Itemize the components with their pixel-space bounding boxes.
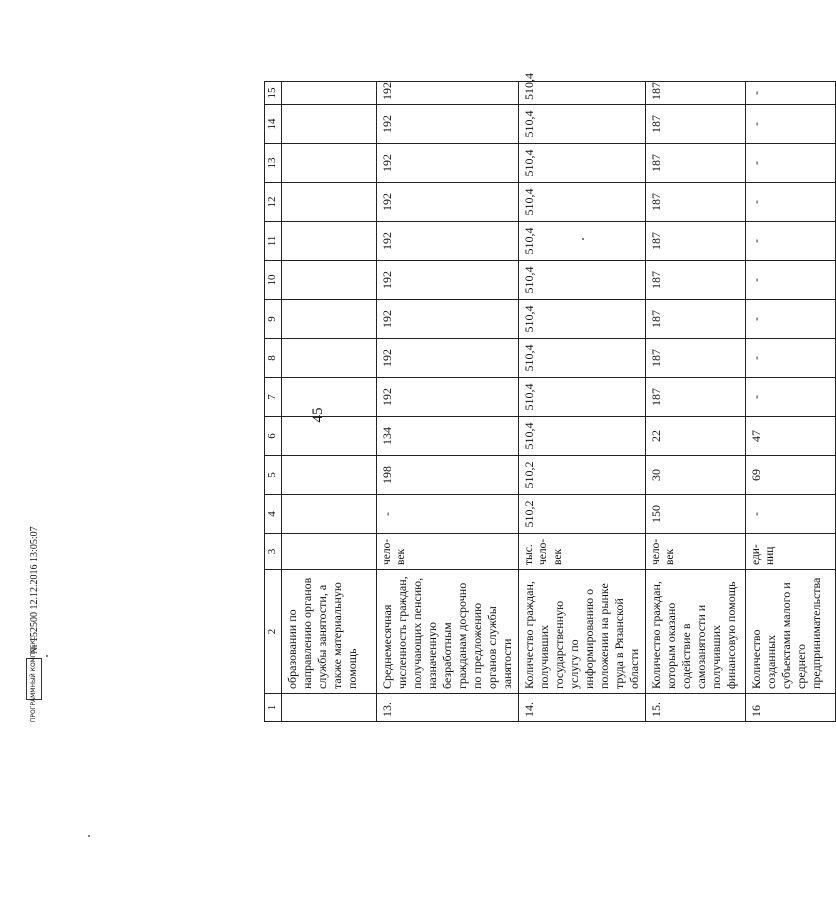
scan-speck: [582, 238, 584, 240]
value-cell: -: [746, 82, 836, 105]
column-number: 11: [265, 222, 282, 261]
value-cell: 187: [646, 105, 746, 144]
value-cell: 187: [646, 222, 746, 261]
document-table-wrapper: [264, 73, 826, 722]
value-cell: 47: [746, 417, 836, 456]
table-row: [646, 82, 746, 722]
value-cell: 69: [746, 456, 836, 495]
value-cell: 510,4: [519, 183, 646, 222]
value-cell: 192: [377, 222, 519, 261]
column-number: 7: [265, 378, 282, 417]
indicator-description: Количество созданных субъектами малого и среднего предпринимательства: [746, 570, 836, 694]
value-cell: [282, 105, 377, 144]
value-cell: 510,4: [519, 105, 646, 144]
indicator-description: образовании по направлению органов службы занятости, а также материальную помощь: [282, 570, 377, 694]
indicator-description: Количество граждан, которым оказано содействие в самозанятости и получивших финансовую помощь: [646, 570, 746, 694]
value-cell: 192: [377, 183, 519, 222]
value-cell: 510,4: [519, 222, 646, 261]
value-cell: 510,2: [519, 456, 646, 495]
column-number: 12: [265, 183, 282, 222]
value-cell: 510,4: [519, 417, 646, 456]
value-cell: 187: [646, 261, 746, 300]
value-cell: [282, 183, 377, 222]
value-cell: [282, 339, 377, 378]
value-cell: 150: [646, 495, 746, 534]
value-cell: [282, 82, 377, 105]
value-cell: 187: [646, 82, 746, 105]
column-number: 15: [265, 82, 282, 105]
row-number: [282, 694, 377, 722]
value-cell: -: [746, 105, 836, 144]
value-cell: 510,2: [519, 495, 646, 534]
row-number: 15.: [646, 694, 746, 722]
page-number: 45: [310, 407, 326, 423]
scan-speck: [46, 655, 48, 657]
value-cell: [282, 495, 377, 534]
value-cell: -: [746, 378, 836, 417]
value-cell: 192: [377, 105, 519, 144]
unit-of-measure: еди-ниц: [746, 534, 836, 570]
column-number: 5: [265, 456, 282, 495]
value-cell: 510,4: [519, 82, 646, 105]
value-cell: -: [746, 261, 836, 300]
scan-speck: [88, 835, 90, 837]
unit-of-measure: чело-век: [646, 534, 746, 570]
value-cell: 510,4: [519, 339, 646, 378]
value-cell: 192: [377, 261, 519, 300]
unit-of-measure: чело-век: [377, 534, 519, 570]
value-cell: 30: [646, 456, 746, 495]
value-cell: [282, 456, 377, 495]
column-number: 13: [265, 144, 282, 183]
table-row: [377, 82, 519, 722]
table-row: [519, 82, 646, 722]
value-cell: [282, 417, 377, 456]
value-cell: [282, 300, 377, 339]
value-cell: 192: [377, 82, 519, 105]
column-number: 8: [265, 339, 282, 378]
value-cell: 187: [646, 300, 746, 339]
value-cell: 192: [377, 378, 519, 417]
value-cell: 187: [646, 183, 746, 222]
row-number: 14.: [519, 694, 646, 722]
column-number: 1: [265, 694, 282, 722]
column-number: 3: [265, 534, 282, 570]
value-cell: 510,4: [519, 378, 646, 417]
value-cell: 187: [646, 378, 746, 417]
value-cell: 192: [377, 300, 519, 339]
unit-of-measure: [282, 534, 377, 570]
column-number: 6: [265, 417, 282, 456]
value-cell: [282, 222, 377, 261]
value-cell: 187: [646, 339, 746, 378]
value-cell: 510,4: [519, 144, 646, 183]
indicator-description: Среднемесячная численность граждан, получающих пенсию, назначенную безработным гражданам досрочно по предложению органов службы занятости: [377, 570, 519, 694]
value-cell: 192: [377, 144, 519, 183]
column-number: 14: [265, 105, 282, 144]
value-cell: 22: [646, 417, 746, 456]
value-cell: 510,4: [519, 300, 646, 339]
table-row: [282, 82, 377, 722]
indicators-table: [264, 73, 836, 722]
column-number: 9: [265, 300, 282, 339]
value-cell: 198: [377, 456, 519, 495]
value-cell: -: [746, 222, 836, 261]
value-cell: -: [746, 300, 836, 339]
value-cell: [282, 378, 377, 417]
row-number: 16: [746, 694, 836, 722]
column-number: 10: [265, 261, 282, 300]
value-cell: -: [746, 495, 836, 534]
value-cell: 134: [377, 417, 519, 456]
value-cell: -: [746, 339, 836, 378]
indicator-description: Количество граждан, получивших государственную услугу по информированию о положении на рынке труда в Рязанской области: [519, 570, 646, 694]
stamp-text: № 152500 12.12.2016 13:05:07: [28, 526, 40, 654]
value-cell: [282, 261, 377, 300]
value-cell: -: [746, 144, 836, 183]
unit-of-measure: тыс. чело-век: [519, 534, 646, 570]
value-cell: 187: [646, 144, 746, 183]
value-cell: [282, 144, 377, 183]
table-row: [746, 82, 836, 722]
stamp-logo-icon: ПРОГРАММНЫЙ КОМПЛЕКС: [26, 658, 42, 700]
value-cell: 192: [377, 339, 519, 378]
column-number: 2: [265, 570, 282, 694]
value-cell: 510,4: [519, 261, 646, 300]
column-number: 4: [265, 495, 282, 534]
registration-stamp: [23, 490, 45, 723]
value-cell: -: [746, 183, 836, 222]
row-number: 13.: [377, 694, 519, 722]
header-row: [265, 82, 282, 722]
value-cell: -: [377, 495, 519, 534]
